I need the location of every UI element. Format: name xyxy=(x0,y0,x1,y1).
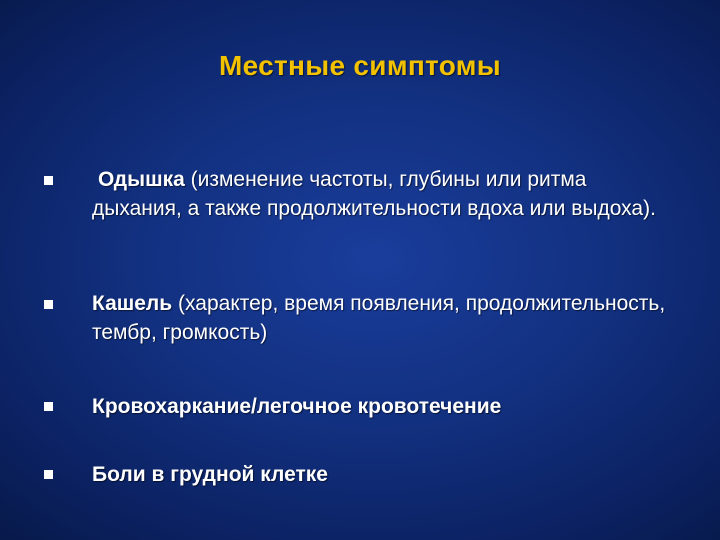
list-item-text xyxy=(92,392,672,421)
square-bullet-icon xyxy=(44,176,53,185)
list-item-term: Одышка xyxy=(98,168,185,191)
list-item-text xyxy=(92,289,672,347)
slide-title: Местные симптомы xyxy=(219,50,501,81)
square-bullet-icon xyxy=(44,470,53,479)
list-item-term: Кровохаркание/легочное кровотечение xyxy=(92,395,502,418)
list-item-detail: (характер, время появления, продолжительность, тембр, громкость) xyxy=(92,292,666,344)
list-item-text xyxy=(92,460,672,489)
list-item-text xyxy=(92,165,672,223)
square-bullet-icon xyxy=(44,402,53,411)
list-item-term: Боли в грудной клетке xyxy=(92,463,328,486)
list-item-detail: (изменение частоты, глубины или ритма дыхания, а также продолжительности вдоха или выдоха). xyxy=(92,168,656,220)
square-bullet-icon xyxy=(44,300,53,309)
list-item-term: Кашель xyxy=(92,292,173,315)
